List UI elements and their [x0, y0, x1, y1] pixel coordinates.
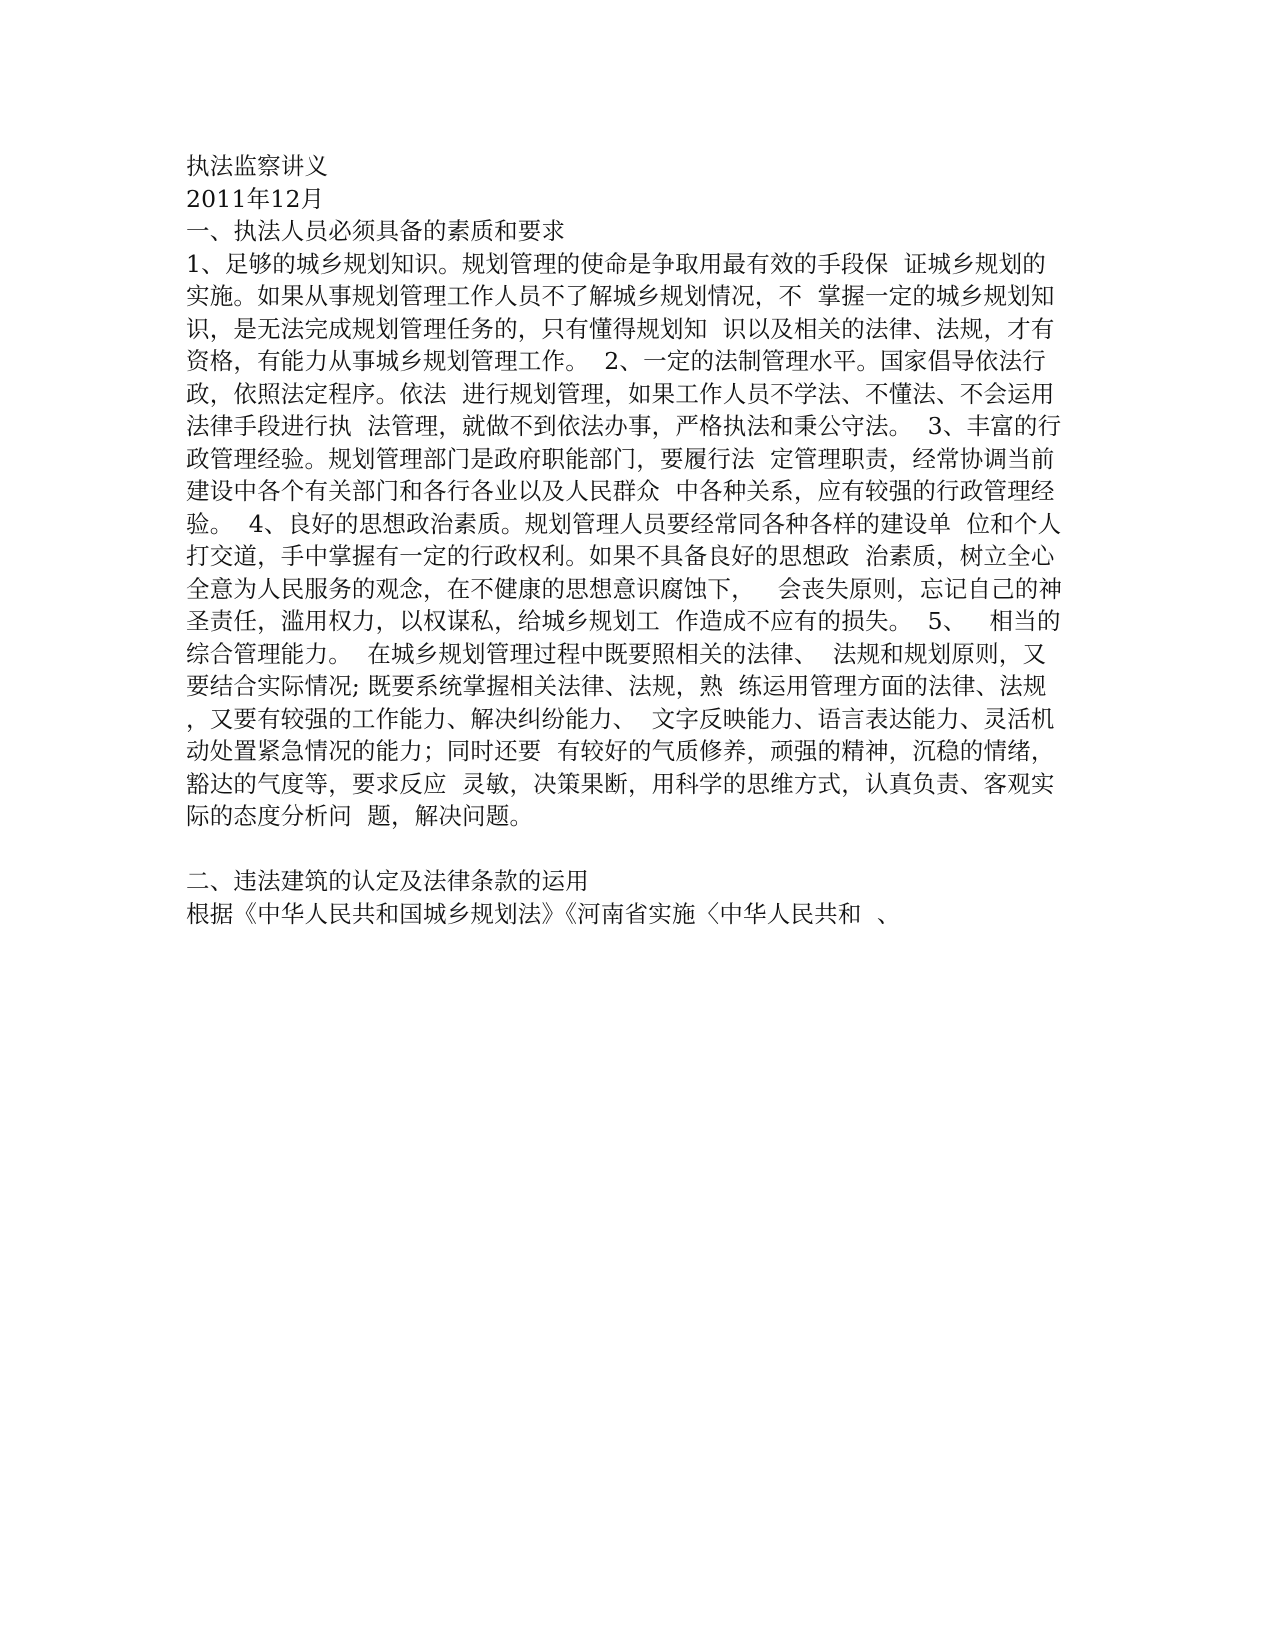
paragraph-line: 政，依照法定程序。依法 进行规划管理，如果工作人员不学法、不懂法、不会运用	[186, 379, 1055, 408]
section-2-heading: 二、违法建筑的认定及法律条款的运用	[186, 867, 589, 895]
paragraph-line: 综合管理能力。 在城乡规划管理过程中既要照相关的法律、 法规和规划原则，又	[186, 639, 1047, 668]
paragraph-line: 全意为人民服务的观念，在不健康的思想意识腐蚀下， 会丧失原则，忘记自己的神	[186, 574, 1063, 603]
paragraph-line: 资格，有能力从事城乡规划管理工作。 2、一定的法制管理水平。国家倡导依法行	[186, 347, 1046, 375]
paragraph-line: 验。 4、良好的思想政治素质。规划管理人员要经常同各种各样的建设单 位和个人	[186, 509, 1062, 538]
paragraph-line: 打交道，手中掌握有一定的行政权利。如果不具备良好的思想政 治素质，树立全心	[186, 542, 1055, 570]
paragraph-line: 建设中各个有关部门和各行各业以及人民群众 中各种关系，应有较强的行政管理经	[186, 477, 1055, 505]
paragraph-spacer	[186, 833, 1091, 866]
document-body	[186, 150, 1091, 930]
section-2-paragraph	[186, 898, 1091, 931]
document-date: 2011年12月	[186, 184, 325, 213]
paragraph-line: 政管理经验。规划管理部门是政府职能部门，要履行法 定管理职责，经常协调当前	[186, 444, 1055, 473]
paragraph-line: 1、足够的城乡规划知识。规划管理的使命是争取用最有效的手段保 证城乡规划的	[186, 249, 1046, 278]
paragraph-line: 识，是无法完成规划管理任务的，只有懂得规划知 识以及相关的法律、法规，才有	[186, 314, 1055, 343]
section-1-heading: 一、执法人员必须具备的素质和要求	[186, 217, 566, 245]
paragraph-line: 豁达的气度等，要求反应 灵敏，决策果断，用科学的思维方式，认真负责、客观实	[186, 769, 1055, 798]
paragraph-line: 实施。如果从事规划管理工作人员不了解城乡规划情况，不 掌握一定的城乡规划知	[186, 282, 1055, 310]
section-1-paragraph	[186, 248, 1091, 833]
document-title: 执法监察讲义	[186, 152, 329, 180]
paragraph-line: 际的态度分析问 题，解决问题。	[186, 802, 534, 830]
paragraph-line: 根据《中华人民共和国城乡规划法》《河南省实施〈中华人民共和 、	[186, 899, 901, 928]
paragraph-line: ，又要有较强的工作能力、解决纠纷能力、 文字反映能力、语言表达能力、灵活机	[186, 704, 1055, 733]
paragraph-line: 法律手段进行执 法管理，就做不到依法办事，严格执法和秉公守法。 3、丰富的行	[186, 412, 1062, 440]
paragraph-line: 要结合实际情况; 既要系统掌握相关法律、法规，熟 练运用管理方面的法律、法规	[186, 672, 1047, 700]
paragraph-line: 动处置紧急情况的能力；同时还要 有较好的气质修养，顽强的精神，沉稳的情绪，	[186, 737, 1055, 765]
paragraph-line: 圣责任，滥用权力，以权谋私，给城乡规划工 作造成不应有的损失。 5、 相当的	[186, 607, 1061, 635]
